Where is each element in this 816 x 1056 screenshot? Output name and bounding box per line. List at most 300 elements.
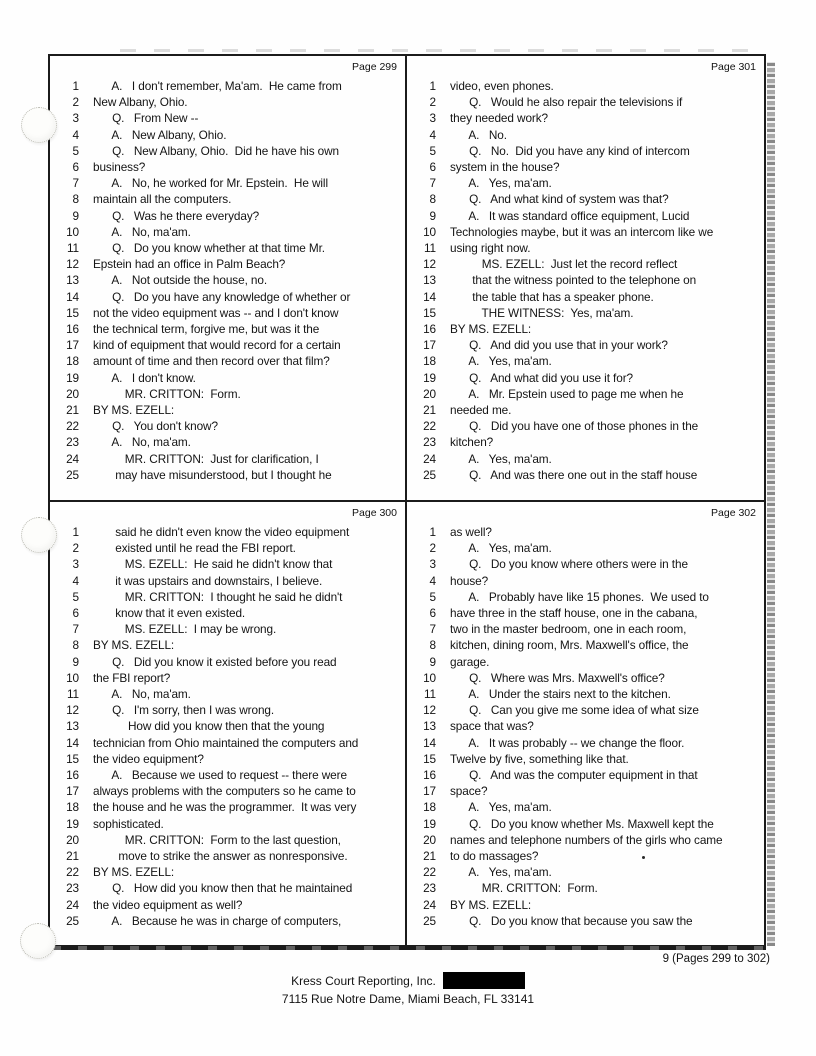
line-number: 8 bbox=[429, 192, 436, 207]
line-text: Technologies maybe, but it was an intercom like we bbox=[450, 224, 714, 239]
line-text: MS. EZELL: Just let the record reflect bbox=[450, 257, 678, 272]
transcript-line bbox=[416, 402, 759, 418]
transcript-line bbox=[416, 621, 759, 637]
redaction-box bbox=[443, 972, 525, 989]
line-text: MR. CRITTON: Form. bbox=[450, 881, 598, 896]
line-number: 10 bbox=[66, 224, 79, 239]
line-text: may have misunderstood, but I thought he bbox=[93, 467, 332, 482]
line-number: 1 bbox=[72, 79, 79, 93]
transcript-line bbox=[416, 848, 759, 864]
scan-noise-top bbox=[120, 49, 760, 52]
line-text: sophisticated. bbox=[93, 816, 164, 831]
line-text: A. Yes, ma'am. bbox=[450, 176, 552, 191]
line-number: 18 bbox=[66, 354, 79, 369]
transcript-line bbox=[59, 718, 400, 734]
transcript-line bbox=[59, 272, 400, 288]
transcript-line bbox=[416, 434, 759, 450]
transcript-line bbox=[416, 897, 759, 913]
line-number: 5 bbox=[429, 589, 436, 604]
transcript-lines bbox=[416, 78, 759, 483]
transcript-line bbox=[416, 289, 759, 305]
line-number: 9 bbox=[429, 654, 436, 669]
line-text: Q. From New -- bbox=[93, 111, 199, 126]
line-number: 5 bbox=[72, 589, 79, 604]
transcript-line bbox=[59, 783, 400, 799]
line-text: Q. And was the computer equipment in that bbox=[450, 768, 698, 783]
line-number: 20 bbox=[423, 386, 436, 401]
line-number: 20 bbox=[423, 832, 436, 847]
line-text: MR. CRITTON: I thought he said he didn't bbox=[93, 589, 343, 604]
line-number: 2 bbox=[72, 95, 79, 110]
line-number: 13 bbox=[423, 719, 436, 734]
line-text: Q. Did you know it existed before you read bbox=[93, 654, 337, 669]
transcript-line bbox=[416, 524, 759, 540]
line-text: it was upstairs and downstairs, I believe. bbox=[93, 573, 323, 588]
line-text: move to strike the answer as nonresponsive. bbox=[93, 849, 348, 864]
line-number: 10 bbox=[66, 670, 79, 685]
line-number: 13 bbox=[66, 273, 79, 288]
transcript-line bbox=[416, 272, 759, 288]
line-text: Q. And was there one out in the staff house bbox=[450, 467, 698, 482]
line-text: MR. CRITTON: Form to the last question, bbox=[93, 832, 341, 847]
line-text: Q. And what kind of system was that? bbox=[450, 192, 669, 207]
transcript-cell-page-302 bbox=[407, 502, 764, 945]
line-number: 14 bbox=[423, 289, 436, 304]
line-text: BY MS. EZELL: bbox=[93, 403, 175, 418]
line-number: 19 bbox=[423, 370, 436, 385]
line-text: MS. EZELL: He said he didn't know that bbox=[93, 557, 333, 572]
line-number: 9 bbox=[72, 208, 79, 223]
transcript-line bbox=[416, 670, 759, 686]
line-number: 17 bbox=[66, 784, 79, 799]
transcript-line bbox=[59, 353, 400, 369]
line-number: 21 bbox=[66, 849, 79, 864]
transcript-line bbox=[59, 434, 400, 450]
transcript-line bbox=[416, 208, 759, 224]
line-number: 15 bbox=[423, 305, 436, 320]
transcript-cell-page-301 bbox=[407, 56, 764, 502]
line-text: BY MS. EZELL: bbox=[450, 322, 532, 337]
transcript-line bbox=[416, 540, 759, 556]
line-number: 3 bbox=[429, 111, 436, 126]
transcript-line bbox=[59, 540, 400, 556]
line-text: not the video equipment was -- and I don't know bbox=[93, 305, 339, 320]
line-number: 1 bbox=[72, 525, 79, 539]
transcript-line bbox=[416, 816, 759, 832]
transcript-grid bbox=[48, 54, 766, 950]
transcript-line bbox=[59, 337, 400, 353]
line-number: 23 bbox=[66, 435, 79, 450]
line-text: know that it even existed. bbox=[93, 606, 246, 621]
line-text: A. No, ma'am. bbox=[93, 224, 191, 239]
line-number: 18 bbox=[423, 354, 436, 369]
line-text: Q. Do you know whether at that time Mr. bbox=[93, 241, 325, 256]
line-number: 11 bbox=[66, 687, 79, 702]
line-text: A. No, ma'am. bbox=[93, 435, 191, 450]
transcript-line bbox=[416, 573, 759, 589]
transcript-line bbox=[59, 451, 400, 467]
line-number: 6 bbox=[429, 160, 436, 175]
line-text: space that was? bbox=[450, 719, 534, 734]
transcript-line bbox=[59, 767, 400, 783]
transcript-line bbox=[59, 224, 400, 240]
line-text: Twelve by five, something like that. bbox=[450, 751, 629, 766]
line-number: 17 bbox=[423, 338, 436, 353]
line-text: always problems with the computers so he came to bbox=[93, 784, 356, 799]
line-text: video, even phones. bbox=[450, 79, 554, 93]
line-text: Q. No. Did you have any kind of intercom bbox=[450, 143, 690, 158]
transcript-line bbox=[416, 78, 759, 94]
line-text: house? bbox=[450, 573, 489, 588]
line-text: the technical term, forgive me, but was it the bbox=[93, 322, 320, 337]
line-number: 17 bbox=[66, 338, 79, 353]
transcript-line bbox=[416, 783, 759, 799]
line-number: 12 bbox=[66, 257, 79, 272]
transcript-line bbox=[416, 418, 759, 434]
line-text: the table that has a speaker phone. bbox=[450, 289, 654, 304]
line-text: A. Yes, ma'am. bbox=[450, 800, 552, 815]
line-text: the FBI report? bbox=[93, 670, 171, 685]
transcript-line bbox=[416, 913, 759, 929]
line-number: 11 bbox=[66, 241, 79, 256]
line-number: 4 bbox=[429, 127, 436, 142]
line-text: amount of time and then record over that film? bbox=[93, 354, 330, 369]
line-number: 22 bbox=[423, 865, 436, 880]
line-number: 24 bbox=[66, 451, 79, 466]
line-text: A. Yes, ma'am. bbox=[450, 865, 552, 880]
line-text: A. Yes, ma'am. bbox=[450, 541, 552, 556]
transcript-line bbox=[416, 159, 759, 175]
transcript-line bbox=[416, 735, 759, 751]
page-number-label: Page 299 bbox=[352, 61, 397, 73]
line-text: A. Probably have like 15 phones. We used to bbox=[450, 589, 709, 604]
line-text: Q. And did you use that in your work? bbox=[450, 338, 668, 353]
line-text: A. I don't remember, Ma'am. He came from bbox=[93, 79, 342, 93]
transcript-line bbox=[416, 386, 759, 402]
line-text: maintain all the computers. bbox=[93, 192, 232, 207]
line-text: needed me. bbox=[450, 403, 512, 418]
line-number: 20 bbox=[66, 386, 79, 401]
transcript-line bbox=[416, 94, 759, 110]
line-number: 2 bbox=[429, 541, 436, 556]
transcript-line bbox=[416, 702, 759, 718]
transcript-line bbox=[59, 94, 400, 110]
line-number: 7 bbox=[72, 622, 79, 637]
transcript-line bbox=[59, 654, 400, 670]
line-number: 23 bbox=[423, 881, 436, 896]
line-text: to do massages? bbox=[450, 849, 539, 864]
line-number: 4 bbox=[72, 127, 79, 142]
line-number: 25 bbox=[66, 913, 79, 928]
transcript-lines bbox=[416, 524, 759, 929]
transcript-line bbox=[59, 110, 400, 126]
line-number: 18 bbox=[423, 800, 436, 815]
line-text: MR. CRITTON: Form. bbox=[93, 386, 241, 401]
line-text: BY MS. EZELL: bbox=[450, 897, 532, 912]
transcript-line bbox=[416, 305, 759, 321]
transcript-line bbox=[59, 605, 400, 621]
transcript-line bbox=[59, 402, 400, 418]
line-number: 5 bbox=[429, 143, 436, 158]
line-number: 16 bbox=[66, 322, 79, 337]
transcript-line bbox=[59, 386, 400, 402]
transcript-line bbox=[416, 110, 759, 126]
footer-company: Kress Court Reporting, Inc. bbox=[291, 974, 436, 988]
transcript-line bbox=[416, 191, 759, 207]
line-number: 6 bbox=[429, 606, 436, 621]
line-text: using right now. bbox=[450, 241, 531, 256]
line-number: 2 bbox=[72, 541, 79, 556]
transcript-line bbox=[59, 175, 400, 191]
transcript-line bbox=[416, 127, 759, 143]
line-text: names and telephone numbers of the girls who came bbox=[450, 832, 723, 847]
line-text: technician from Ohio maintained the computers and bbox=[93, 735, 359, 750]
transcript-line bbox=[59, 321, 400, 337]
line-number: 14 bbox=[66, 289, 79, 304]
line-number: 19 bbox=[66, 816, 79, 831]
line-text: they needed work? bbox=[450, 111, 548, 126]
line-text: A. It was standard office equipment, Lucid bbox=[450, 208, 690, 223]
line-number: 10 bbox=[423, 670, 436, 685]
line-text: Q. Where was Mrs. Maxwell's office? bbox=[450, 670, 665, 685]
page-number-label: Page 302 bbox=[711, 507, 756, 519]
line-text: A. No, he worked for Mr. Epstein. He will bbox=[93, 176, 328, 191]
transcript-line bbox=[416, 240, 759, 256]
line-text: Q. How did you know then that he maintained bbox=[93, 881, 353, 896]
line-number: 23 bbox=[423, 435, 436, 450]
transcript-line bbox=[59, 191, 400, 207]
transcript-line bbox=[416, 880, 759, 896]
line-number: 3 bbox=[429, 557, 436, 572]
line-text: Q. I'm sorry, then I was wrong. bbox=[93, 703, 275, 718]
transcript-line bbox=[59, 370, 400, 386]
line-number: 3 bbox=[72, 557, 79, 572]
line-number: 6 bbox=[72, 606, 79, 621]
line-number: 15 bbox=[66, 751, 79, 766]
sheet-page-label: 9 (Pages 299 to 302) bbox=[662, 953, 770, 965]
line-text: How did you know then that the young bbox=[93, 719, 325, 734]
line-text: A. Because we used to request -- there were bbox=[93, 768, 347, 783]
line-text: the video equipment? bbox=[93, 751, 204, 766]
line-number: 12 bbox=[423, 257, 436, 272]
transcript-line bbox=[416, 353, 759, 369]
transcript-line bbox=[416, 370, 759, 386]
transcript-line bbox=[416, 605, 759, 621]
transcript-line bbox=[59, 816, 400, 832]
line-number: 11 bbox=[423, 687, 436, 702]
transcript-line bbox=[416, 686, 759, 702]
transcript-line bbox=[59, 589, 400, 605]
line-text: as well? bbox=[450, 525, 492, 539]
transcript-line bbox=[59, 573, 400, 589]
line-text: Q. Did you have one of those phones in the bbox=[450, 419, 699, 434]
scan-noise-bottom bbox=[52, 946, 764, 950]
line-text: MS. EZELL: I may be wrong. bbox=[93, 622, 277, 637]
transcript-line bbox=[59, 127, 400, 143]
line-text: the house and he was the programmer. It was very bbox=[93, 800, 357, 815]
transcript-line bbox=[59, 686, 400, 702]
line-text: kitchen? bbox=[450, 435, 494, 450]
transcript-line bbox=[416, 321, 759, 337]
line-number: 23 bbox=[66, 881, 79, 896]
line-text: kind of equipment that would record for a certain bbox=[93, 338, 341, 353]
transcript-line bbox=[416, 451, 759, 467]
transcript-line bbox=[59, 637, 400, 653]
transcript-line bbox=[416, 556, 759, 572]
line-text: A. Under the stairs next to the kitchen. bbox=[450, 687, 671, 702]
transcript-line bbox=[59, 670, 400, 686]
line-number: 18 bbox=[66, 800, 79, 815]
scan-speck bbox=[642, 856, 645, 859]
line-number: 20 bbox=[66, 832, 79, 847]
line-number: 15 bbox=[66, 305, 79, 320]
transcript-line bbox=[59, 208, 400, 224]
line-number: 24 bbox=[423, 897, 436, 912]
line-text: Q. And what did you use it for? bbox=[450, 370, 633, 385]
line-text: space? bbox=[450, 784, 488, 799]
transcript-line bbox=[59, 621, 400, 637]
transcript-line bbox=[59, 897, 400, 913]
line-number: 22 bbox=[66, 865, 79, 880]
line-text: Epstein had an office in Palm Beach? bbox=[93, 257, 286, 272]
transcript-line bbox=[59, 702, 400, 718]
line-number: 5 bbox=[72, 143, 79, 158]
transcript-line bbox=[416, 175, 759, 191]
line-text: Q. Would he also repair the televisions if bbox=[450, 95, 683, 110]
transcript-cell-page-299 bbox=[50, 56, 407, 502]
line-text: A. No, ma'am. bbox=[93, 687, 191, 702]
transcript-lines bbox=[59, 78, 400, 483]
line-text: said he didn't even know the video equipment bbox=[93, 525, 350, 539]
line-text: THE WITNESS: Yes, ma'am. bbox=[450, 305, 634, 320]
line-number: 16 bbox=[423, 768, 436, 783]
line-text: Q. You don't know? bbox=[93, 419, 218, 434]
line-text: that the witness pointed to the telephone on bbox=[450, 273, 697, 288]
line-number: 24 bbox=[423, 451, 436, 466]
transcript-line bbox=[59, 524, 400, 540]
transcript-line bbox=[416, 799, 759, 815]
line-number: 7 bbox=[429, 176, 436, 191]
transcript-line bbox=[59, 305, 400, 321]
transcript-line bbox=[416, 224, 759, 240]
transcript-line bbox=[416, 589, 759, 605]
transcript-line bbox=[59, 880, 400, 896]
scan-noise-right-edge bbox=[767, 62, 775, 946]
line-text: MR. CRITTON: Just for clarification, I bbox=[93, 451, 319, 466]
line-text: Q. Do you know whether Ms. Maxwell kept the bbox=[450, 816, 714, 831]
transcript-cell-page-300 bbox=[50, 502, 407, 945]
line-number: 3 bbox=[72, 111, 79, 126]
line-number: 21 bbox=[66, 403, 79, 418]
transcript-line bbox=[416, 718, 759, 734]
transcript-line bbox=[59, 143, 400, 159]
transcript-line bbox=[59, 159, 400, 175]
line-text: A. I don't know. bbox=[93, 370, 196, 385]
transcript-line bbox=[416, 143, 759, 159]
line-number: 9 bbox=[72, 654, 79, 669]
line-text: BY MS. EZELL: bbox=[93, 865, 175, 880]
line-text: two in the master bedroom, one in each room, bbox=[450, 622, 687, 637]
line-number: 4 bbox=[429, 573, 436, 588]
line-text: existed until he read the FBI report. bbox=[93, 541, 296, 556]
line-number: 24 bbox=[66, 897, 79, 912]
transcript-lines bbox=[59, 524, 400, 929]
line-text: Q. New Albany, Ohio. Did he have his own bbox=[93, 143, 340, 158]
line-text: Q. Was he there everyday? bbox=[93, 208, 260, 223]
transcript-line bbox=[59, 256, 400, 272]
transcript-line bbox=[59, 289, 400, 305]
line-number: 12 bbox=[66, 703, 79, 718]
line-number: 6 bbox=[72, 160, 79, 175]
line-text: Q. Do you know where others were in the bbox=[450, 557, 688, 572]
line-text: Q. Do you know that because you saw the bbox=[450, 913, 693, 928]
line-text: business? bbox=[93, 160, 146, 175]
line-number: 12 bbox=[423, 703, 436, 718]
line-text: the video equipment as well? bbox=[93, 897, 243, 912]
line-number: 7 bbox=[429, 622, 436, 637]
footer-company-line bbox=[0, 972, 816, 991]
line-number: 14 bbox=[423, 735, 436, 750]
line-number: 16 bbox=[66, 768, 79, 783]
line-text: A. Yes, ma'am. bbox=[450, 354, 552, 369]
line-number: 9 bbox=[429, 208, 436, 223]
line-number: 21 bbox=[423, 403, 436, 418]
line-number: 25 bbox=[423, 913, 436, 928]
line-number: 8 bbox=[72, 638, 79, 653]
line-text: kitchen, dining room, Mrs. Maxwell's office, the bbox=[450, 638, 689, 653]
line-text: A. Yes, ma'am. bbox=[450, 451, 552, 466]
page-number-label: Page 300 bbox=[352, 507, 397, 519]
line-number: 21 bbox=[423, 849, 436, 864]
hole-punch-icon bbox=[20, 923, 56, 959]
transcript-line bbox=[59, 832, 400, 848]
line-text: have three in the staff house, one in the cabana, bbox=[450, 606, 698, 621]
line-text: A. New Albany, Ohio. bbox=[93, 127, 227, 142]
line-number: 8 bbox=[72, 192, 79, 207]
line-number: 1 bbox=[429, 79, 436, 93]
transcript-line bbox=[416, 832, 759, 848]
hole-punch-icon bbox=[21, 517, 57, 553]
line-number: 7 bbox=[72, 176, 79, 191]
transcript-line bbox=[416, 637, 759, 653]
transcript-line bbox=[59, 418, 400, 434]
line-number: 14 bbox=[66, 735, 79, 750]
transcript-line bbox=[59, 556, 400, 572]
transcript-line bbox=[416, 751, 759, 767]
line-number: 17 bbox=[423, 784, 436, 799]
transcript-line bbox=[416, 654, 759, 670]
line-number: 13 bbox=[66, 719, 79, 734]
line-number: 15 bbox=[423, 751, 436, 766]
line-text: A. Because he was in charge of computers, bbox=[93, 913, 342, 928]
line-number: 11 bbox=[423, 241, 436, 256]
line-text: garage. bbox=[450, 654, 490, 669]
line-text: A. Not outside the house, no. bbox=[93, 273, 268, 288]
transcript-line bbox=[59, 78, 400, 94]
transcript-line bbox=[59, 240, 400, 256]
hole-punch-icon bbox=[21, 107, 57, 143]
line-number: 16 bbox=[423, 322, 436, 337]
transcript-line bbox=[59, 913, 400, 929]
line-number: 22 bbox=[66, 419, 79, 434]
line-text: New Albany, Ohio. bbox=[93, 95, 188, 110]
line-text: system in the house? bbox=[450, 160, 560, 175]
reporter-footer bbox=[0, 972, 816, 1008]
footer-address: 7115 Rue Notre Dame, Miami Beach, FL 33141 bbox=[281, 991, 535, 1006]
line-number: 13 bbox=[423, 273, 436, 288]
transcript-line bbox=[59, 751, 400, 767]
line-number: 25 bbox=[423, 467, 436, 482]
